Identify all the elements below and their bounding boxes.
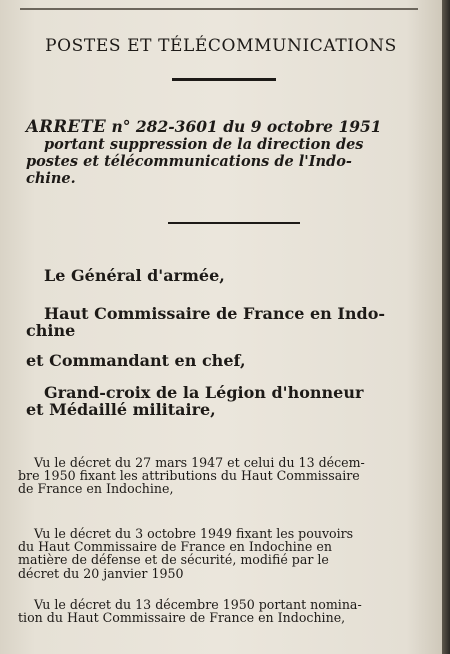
arrete-subject-line-1: portant suppression de la direction des	[44, 136, 364, 154]
preamble-line: et Commandant en chef,	[26, 351, 246, 370]
arrete-subject-line-3: chine.	[26, 170, 76, 188]
arrete-number: n° 282-3601	[111, 117, 218, 136]
preamble-line: Grand-croix de la Légion d'honneur	[44, 383, 364, 402]
preamble-commandant	[26, 352, 428, 369]
visa-paragraph	[18, 456, 428, 496]
visa-paragraph	[18, 527, 428, 580]
preamble-general	[26, 267, 428, 284]
visa-line: tion du Haut Commissaire de France en Indochine,	[18, 610, 346, 626]
arrete-label: ARRETE	[26, 117, 107, 136]
section-title: POSTES ET TÉLÉCOMMUNICATIONS	[45, 36, 397, 56]
page-edge-shadow	[442, 0, 450, 654]
preamble-line: et Médaillé militaire,	[26, 400, 216, 420]
arrete-subject-line-2: postes et télécommunications de l'Indo-	[26, 153, 352, 171]
visa-line: du Haut Commissaire de France en Indochine en	[18, 539, 332, 555]
arrete-header	[26, 118, 424, 187]
visa-line: bre 1950 fixant les attributions du Haut Commissaire	[18, 468, 360, 484]
preamble-line: Haut Commissaire de France en Indo-	[44, 304, 385, 323]
visa-line: matière de défense et de sécurité, modifié par le	[18, 552, 329, 568]
arrete-divider	[168, 222, 300, 224]
top-rule	[20, 8, 418, 10]
visa-line: Vu le décret du 27 mars 1947 et celui du 13 décem-	[34, 455, 365, 470]
visa-line: Vu le décret du 3 octobre 1949 fixant les pouvoirs	[34, 526, 354, 541]
arrete-date: du 9 octobre 1951	[223, 117, 382, 136]
title-divider	[172, 78, 276, 81]
visa-paragraph	[18, 598, 428, 624]
visa-line: de France en Indochine,	[18, 481, 174, 497]
arrete-title-line	[26, 118, 424, 136]
preamble-line: chine	[26, 321, 76, 341]
visa-line: Vu le décret du 13 décembre 1950 portant nomina-	[34, 597, 362, 612]
preamble-haut-commissaire	[26, 305, 428, 340]
visa-line: décret du 20 janvier 1950	[18, 565, 184, 581]
preamble-grand-croix	[26, 384, 428, 419]
preamble-line: Le Général d'armée,	[44, 266, 225, 285]
